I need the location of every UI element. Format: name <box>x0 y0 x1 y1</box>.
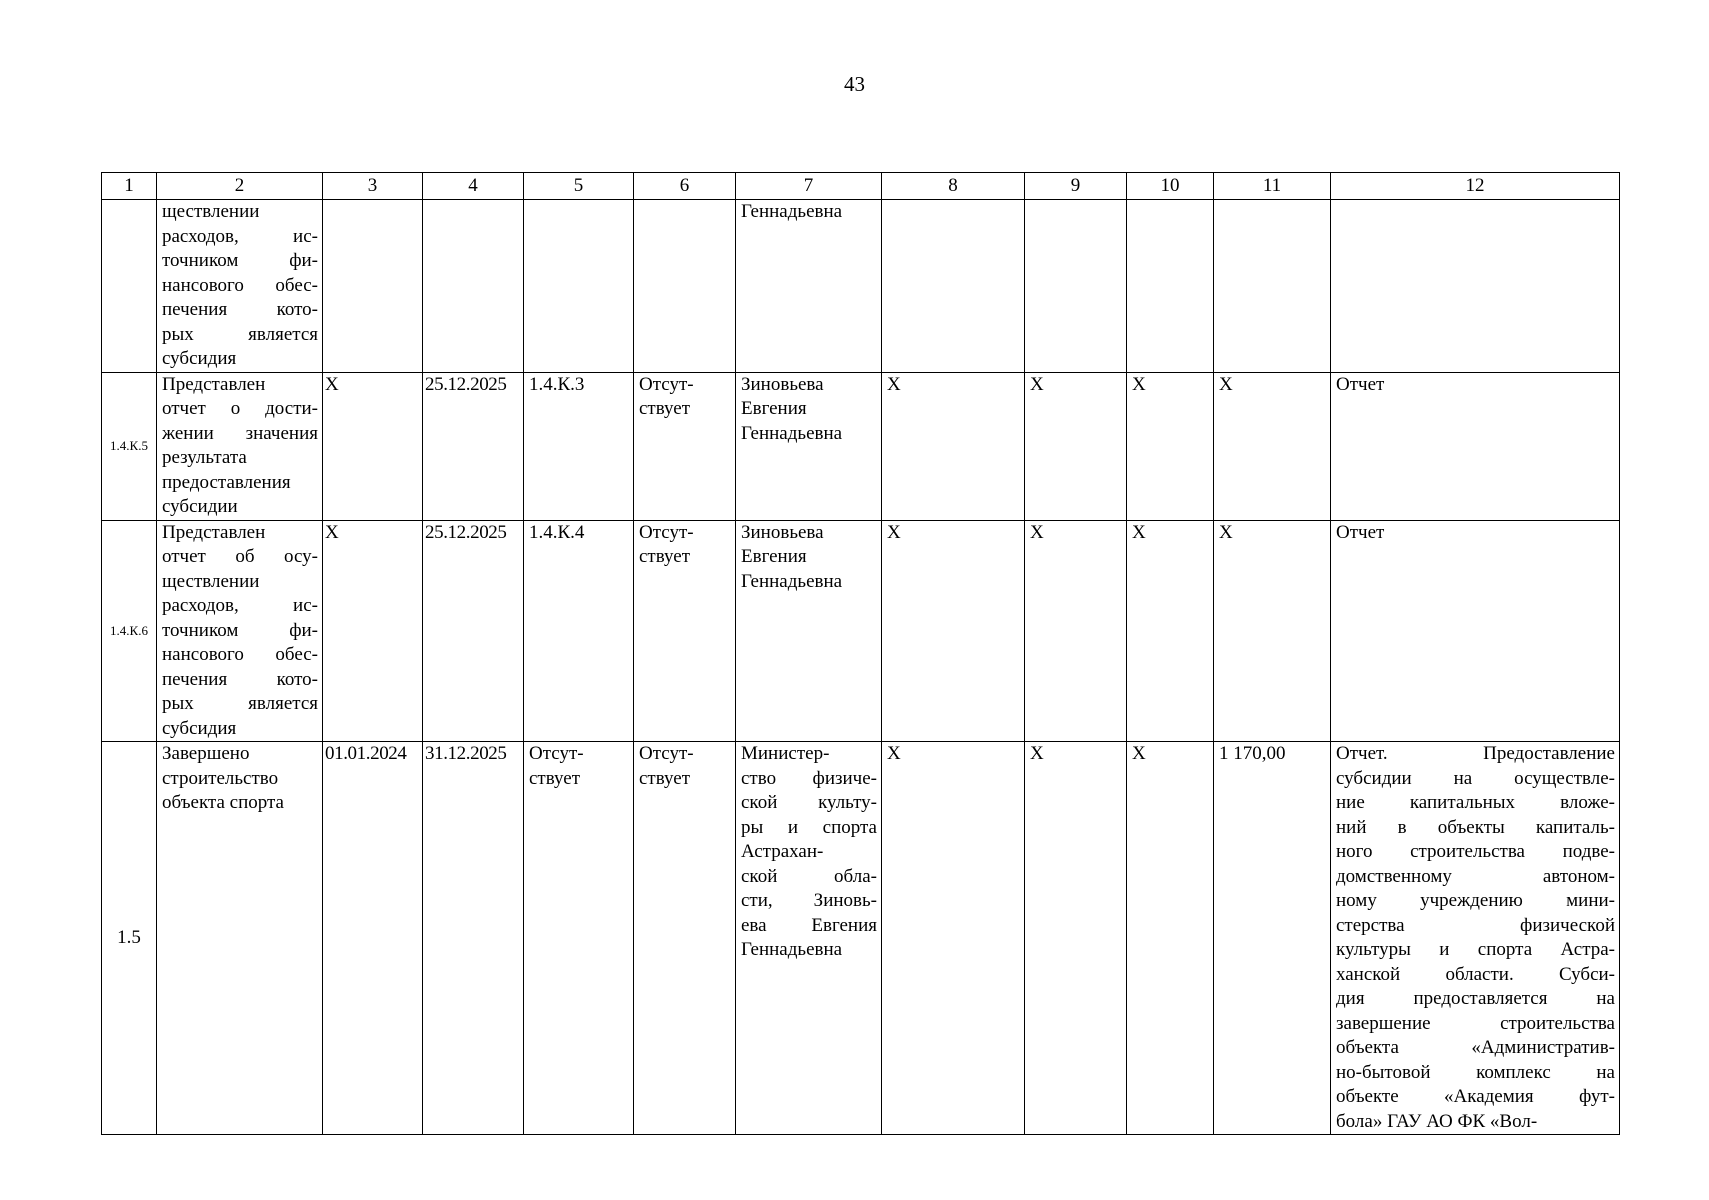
end-date-cell: 25.12.2025 <box>423 520 524 742</box>
col10-cell: X <box>1127 372 1214 520</box>
cell-line: ствует <box>529 767 581 789</box>
cell-line: объекте «Академия фут- <box>1336 1086 1615 1107</box>
header-cell: 11 <box>1214 173 1331 200</box>
amount-cell: X <box>1214 372 1331 520</box>
end-date-cell: 25.12.2025 <box>423 372 524 520</box>
cell-line: Завершено <box>162 743 250 764</box>
start-date-cell: X <box>323 520 423 742</box>
cell-line: точником фи- <box>162 619 318 641</box>
cell-line: рых является <box>162 323 318 345</box>
cell-line: ской культу- <box>741 792 877 813</box>
cell-line: Представлен <box>162 373 266 395</box>
cell-line: отчет об осу- <box>162 546 318 567</box>
amount-cell <box>1214 200 1331 373</box>
cell-line: субсидия <box>162 717 237 739</box>
cell-line: ствует <box>639 398 691 419</box>
col9-cell <box>1025 200 1127 373</box>
cell-line: Отсут- <box>529 743 584 764</box>
event-description-cell <box>157 200 323 373</box>
dependency-cell: 1.4.К.3 <box>524 372 634 520</box>
cell-line: результата <box>162 447 247 468</box>
cell-line: сти, Зиновь- <box>741 890 877 911</box>
cell-line: Зиновьева <box>741 373 824 395</box>
document-cell <box>1331 372 1620 520</box>
dependency-cell <box>524 200 634 373</box>
cell-line: но-бытовой комплекс на <box>1336 1061 1615 1083</box>
end-date-cell: 31.12.2025 <box>423 742 524 1135</box>
col8-cell: X <box>882 742 1025 1135</box>
page-number: 43 <box>844 72 865 96</box>
col8-cell: X <box>882 520 1025 742</box>
cell-line: стерства физической <box>1336 914 1615 936</box>
cell-line: Министер- <box>741 743 830 764</box>
col9-cell: X <box>1025 372 1127 520</box>
cell-line: жении значения <box>162 422 318 444</box>
cell-line: рых является <box>162 693 318 714</box>
col8-cell: X <box>882 372 1025 520</box>
cell-line: Отсут- <box>639 373 694 395</box>
col10-cell: X <box>1127 742 1214 1135</box>
cell-line: ской обла- <box>741 865 877 887</box>
header-cell: 7 <box>736 173 882 200</box>
col10-cell <box>1127 200 1214 373</box>
cell-line: предоставления <box>162 471 291 493</box>
cell-line: Отсут- <box>639 521 694 543</box>
end-date-cell <box>423 200 524 373</box>
plan-table <box>101 172 1620 1135</box>
cell-line: ствует <box>639 546 691 567</box>
cell-line: Геннадьевна <box>741 422 843 444</box>
amount-cell: X <box>1214 520 1331 742</box>
amount-cell: 1 170,00 <box>1214 742 1331 1135</box>
cell-line: точником фи- <box>162 250 318 271</box>
cell-line: ство физиче- <box>741 767 877 789</box>
document-cell <box>1331 520 1620 742</box>
cell-line: Геннадьевна <box>741 570 843 592</box>
dependency-cell <box>524 742 634 1135</box>
cell-line: Геннадьевна <box>741 201 843 222</box>
cell-line: Отчет <box>1336 373 1385 395</box>
cell-line: ществлении <box>162 201 260 222</box>
cell-line: расходов, ис- <box>162 595 318 616</box>
cell-line: Геннадьевна <box>741 939 843 960</box>
cell-line: нансового обес- <box>162 644 318 665</box>
successor-cell <box>634 520 736 742</box>
successor-cell <box>634 372 736 520</box>
cell-line: культуры и спорта Астра- <box>1336 939 1615 960</box>
event-description-cell <box>157 372 323 520</box>
cell-line: строительство <box>162 767 279 789</box>
cell-line: домственному автоном- <box>1336 865 1615 887</box>
col8-cell <box>882 200 1025 373</box>
cell-line: Представлен <box>162 521 266 543</box>
header-cell: 6 <box>634 173 736 200</box>
cell-line: Отчет. Предоставление <box>1336 743 1615 764</box>
cell-line: печения кото- <box>162 668 318 690</box>
dependency-cell: 1.4.К.4 <box>524 520 634 742</box>
header-cell: 1 <box>102 173 157 200</box>
cell-line: Евгения <box>741 546 807 567</box>
col9-cell: X <box>1025 520 1127 742</box>
responsible-cell <box>736 200 882 373</box>
cell-line: субсидия <box>162 348 237 369</box>
event-description-cell <box>157 742 323 1135</box>
table-row <box>102 520 1620 742</box>
row-number-cell: 1.5 <box>102 742 157 1135</box>
row-number-cell: 1.4.К.5 <box>102 372 157 520</box>
cell-line: нансового обес- <box>162 274 318 296</box>
cell-line: Отсут- <box>639 743 694 764</box>
responsible-cell <box>736 520 882 742</box>
header-row <box>102 173 1620 200</box>
cell-line: расходов, ис- <box>162 225 318 247</box>
header-cell: 2 <box>157 173 323 200</box>
header-cell: 9 <box>1025 173 1127 200</box>
col10-cell: X <box>1127 520 1214 742</box>
cell-line: завершение строительства <box>1336 1012 1615 1034</box>
header-cell: 5 <box>524 173 634 200</box>
header-cell: 10 <box>1127 173 1214 200</box>
cell-line: ханской области. Субси- <box>1336 963 1615 985</box>
cell-line: Отчет <box>1336 521 1385 543</box>
cell-line: печения кото- <box>162 299 318 320</box>
cell-line: ние капитальных вложе- <box>1336 792 1615 813</box>
header-cell: 12 <box>1331 173 1620 200</box>
successor-cell <box>634 742 736 1135</box>
cell-line: ному учреждению мини- <box>1336 890 1615 911</box>
start-date-cell <box>323 200 423 373</box>
cell-line: объекта «Административ- <box>1336 1037 1615 1058</box>
document-cell <box>1331 200 1620 373</box>
responsible-cell <box>736 742 882 1135</box>
header-cell: 4 <box>423 173 524 200</box>
cell-line: Зиновьева <box>741 521 824 543</box>
table-row <box>102 372 1620 520</box>
cell-line: субсидии <box>162 496 238 517</box>
cell-line: ева Евгения <box>741 914 877 936</box>
responsible-cell <box>736 372 882 520</box>
header-cell: 8 <box>882 173 1025 200</box>
row-number-cell <box>102 200 157 373</box>
table-row <box>102 200 1620 373</box>
document-cell <box>1331 742 1620 1135</box>
start-date-cell: 01.01.2024 <box>323 742 423 1135</box>
cell-line: ного строительства подве- <box>1336 841 1615 862</box>
cell-line: Евгения <box>741 398 807 419</box>
cell-line: ществлении <box>162 570 260 592</box>
event-description-cell <box>157 520 323 742</box>
col9-cell: X <box>1025 742 1127 1135</box>
cell-line: дия предоставляется на <box>1336 988 1615 1009</box>
header-cell: 3 <box>323 173 423 200</box>
cell-line: субсидии на осуществле- <box>1336 767 1615 789</box>
table-row <box>102 742 1620 1135</box>
cell-line: Астрахан- <box>741 841 824 862</box>
row-number-cell: 1.4.К.6 <box>102 520 157 742</box>
cell-line: ры и спорта <box>741 816 877 838</box>
cell-line: ствует <box>639 767 691 789</box>
cell-line: бола» ГАУ АО ФК «Вол- <box>1336 1110 1538 1132</box>
cell-line: ний в объекты капиталь- <box>1336 816 1615 838</box>
cell-line: отчет о дости- <box>162 398 318 419</box>
start-date-cell: X <box>323 372 423 520</box>
successor-cell <box>634 200 736 373</box>
cell-line: объекта спорта <box>162 792 284 813</box>
